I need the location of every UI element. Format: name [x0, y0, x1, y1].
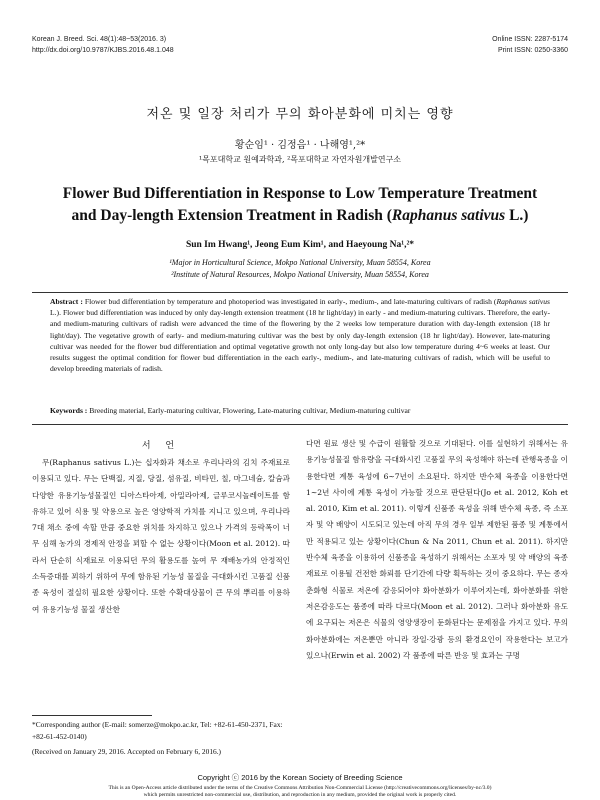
footnote [32, 719, 290, 758]
keywords-label: Keywords : [50, 406, 88, 415]
abstract [50, 296, 550, 374]
body-paragraph-left: 무(Raphanus sativus L.)는 십자화과 채소로 우리나라의 김치 주재료로 이용되고 있다. 무는 단백질, 지질, 당질, 섬유질, 비타민, 칠, 마그네슘, 칼슘과 다양한 유용기능성물질인 디아스타아제, 아밀라아제, 글루코시놀레이트를 함유하고 있어 식용 및 약용으로 높은 영양학적 가치를 지니고 있으며, 우리나라 7대 채소 중에 속할 만큼 중요한 위치를 차지하고 있으나 가격의 등락폭이 너무 심해 농가의 경제적 안정을 꾀할 수 없는 상황이다(Moon et al. 2012). 따라서 단순히 식재료로 이용되던 무의 활용도를 높여 무 재배농가의 안정적인 소득증대를 꾀하기 위하여 무에 함유된 기능성 물질을 극대화시킨 고품질 신품종 육성이 절실히 필요한 상황이다. 또한 수확대상물이 큰 무의 뿌리를 이용하여 유용기능성 물질 생산한 [32, 458, 290, 614]
journal-citation: Korean J. Breed. Sci. 48(1):48~53(2016. 3) [32, 36, 167, 43]
copyright-notice: Copyright ⓒ 2016 by the Korean Society of Breeding Science [197, 773, 403, 782]
received-date: (Received on January 29, 2016. Accepted on February 6, 2016.) [32, 747, 222, 756]
footnote-rule [32, 715, 152, 716]
print-issn: Print ISSN: 0250-3360 [497, 47, 568, 54]
english-title-species: Raphanus sativus [391, 207, 506, 224]
body-column-left [32, 455, 290, 618]
english-title-part1: Flower Bud Differentiation in Response to Low Temperature Treatment and Day-length Extension Treatment in Radish ( [62, 185, 538, 224]
doi-link[interactable]: http://dx.doi.org/10.9787/KJBS.2016.48.1.048 [32, 47, 174, 54]
affiliation-2: ²Institute of Natural Resources, Mokpo National University, Muan 58554, Korea [171, 270, 429, 279]
affiliation-1: ¹Major in Horticultural Science, Mokpo National University, Muan 58554, Korea [169, 258, 431, 267]
korean-affiliations: ¹목포대학교 원예과학과, ²목포대학교 자연자원개발연구소 [198, 155, 402, 164]
abstract-species: Raphanus sativus [496, 297, 551, 306]
english-authors: Sun Im Hwang¹, Jeong Eum Kim¹, and Haeyoung Na¹,²* [185, 240, 415, 250]
running-header-right [492, 34, 568, 56]
license-notice [40, 785, 560, 799]
corresponding-author: *Corresponding author (E-mail: somerze@mokpo.ac.kr, Tel: +82-61-450-2371, Fax: +82-61-452-0140) [32, 720, 283, 741]
english-title [50, 183, 550, 227]
body-paragraph-right: 다면 원료 생산 및 수급이 원활할 것으로 기대된다. 이를 실현하기 위해서는 유용기능성물질 함유량을 극대화시킨 고품질 무의 육성해야 하는데 관행육종을 이용한다면 계통 육성에 6∼7년이 소요된다. 하지만 반수체 육종을 이용한다면 1∼2년 사이에 계통 육성이 가능할 것으로 판단된다(Jo et al. 2012, Koh et al. 2010, Kim et al. 2011). 이렇게 신품종 육성을 위해 반수체 육종, 즉 소포자 및 약 배양이 시도되고 있는데 아직 무의 경우 일부 제한된 품종 및 계통에서만 적용되고 있는 상황이다(Chun & Na 2011, Chun et al. 2011). 하지만 반수체 육종을 이용하여 신품종을 육성하기 위해서는 소포자 및 약 배양의 육종재료로 이용될 건전한 화뢰를 단기간에 다량 획득하는 것이 중요하다. 무는 종자춘화형 식물로 저온에 감응되어야 화아분화가 이루어지는데, 화아분화를 위한 저온감응도는 품종에 따라 다르다(Moon et al. 2012). 그러나 화아분화 유도에 요구되는 저온은 식물의 영양생장이 둔화된다는 문제점을 가지고 있다. 무의 화아분화에는 저온뿐만 아니라 장일·강광 등의 환경요인이 작용한다는 보고가 있으나(Erwin et al. 2002) 각 품종에 따른 반응 및 효과는 구명 [306, 439, 568, 660]
abstract-label: Abstract : [50, 297, 83, 306]
abstract-text-b: L.). Flower bud differentiation was induced by only day-length extension treatment (18 hr light/day) in early - and medium-maturing cultivars. Therefore, the early- and medium-maturing cultivars of radish were advanced the time of the flowering by the 2 weeks low temperature duration with day-length extension (18 hr light/day). The vegetative growth of early- and medium-maturing cultivar was the best by only day-length extension (18 hr light/day). However, late-maturing cultivar was needed for the flower bud differentiation and optimal vegetative growth not only long-day but also low temperature during 4~6 weeks at least. Our results suggest the optimal condition for flower bud differentiation in the each early-, medium-, and late-maturing cultivars of radish, which will be useful to develop breeding materials of radish. [50, 308, 550, 374]
running-header-left [32, 34, 174, 56]
keywords-text: Breeding material, Early-maturing cultivar, Flowering, Late-maturing cultivar, Medium-maturing cultivar [87, 406, 411, 415]
license-line-1: This is an Open-Access article distributed under the terms of the Creative Commons Attribution Non-Commercial License (http://creativecommons.org/licenses/by-nc/3.0) [108, 785, 492, 791]
english-affiliations [0, 257, 600, 281]
abstract-bottom-rule [32, 424, 568, 425]
online-issn: Online ISSN: 2287-5174 [492, 36, 568, 43]
abstract-text-a: Flower bud differentiation by temperature and photoperiod was investigated in early-, medium-, and late-maturing cultivars of radish ( [82, 297, 497, 306]
keywords [50, 405, 550, 416]
korean-authors: 황순임¹ · 김정음¹ · 나해영¹,²* [234, 140, 366, 151]
body-column-right [306, 436, 568, 664]
section-heading-introduction: 서 언 [141, 441, 181, 451]
license-line-2: which permits unrestricted non-commercial use, distribution, and reproduction in any medium, provided the original work is properly cited. [143, 792, 457, 798]
english-title-part2: L.) [505, 207, 529, 224]
korean-title: 저온 및 일장 처리가 무의 화아분화에 미치는 영향 [146, 107, 454, 122]
abstract-top-rule [32, 292, 568, 293]
